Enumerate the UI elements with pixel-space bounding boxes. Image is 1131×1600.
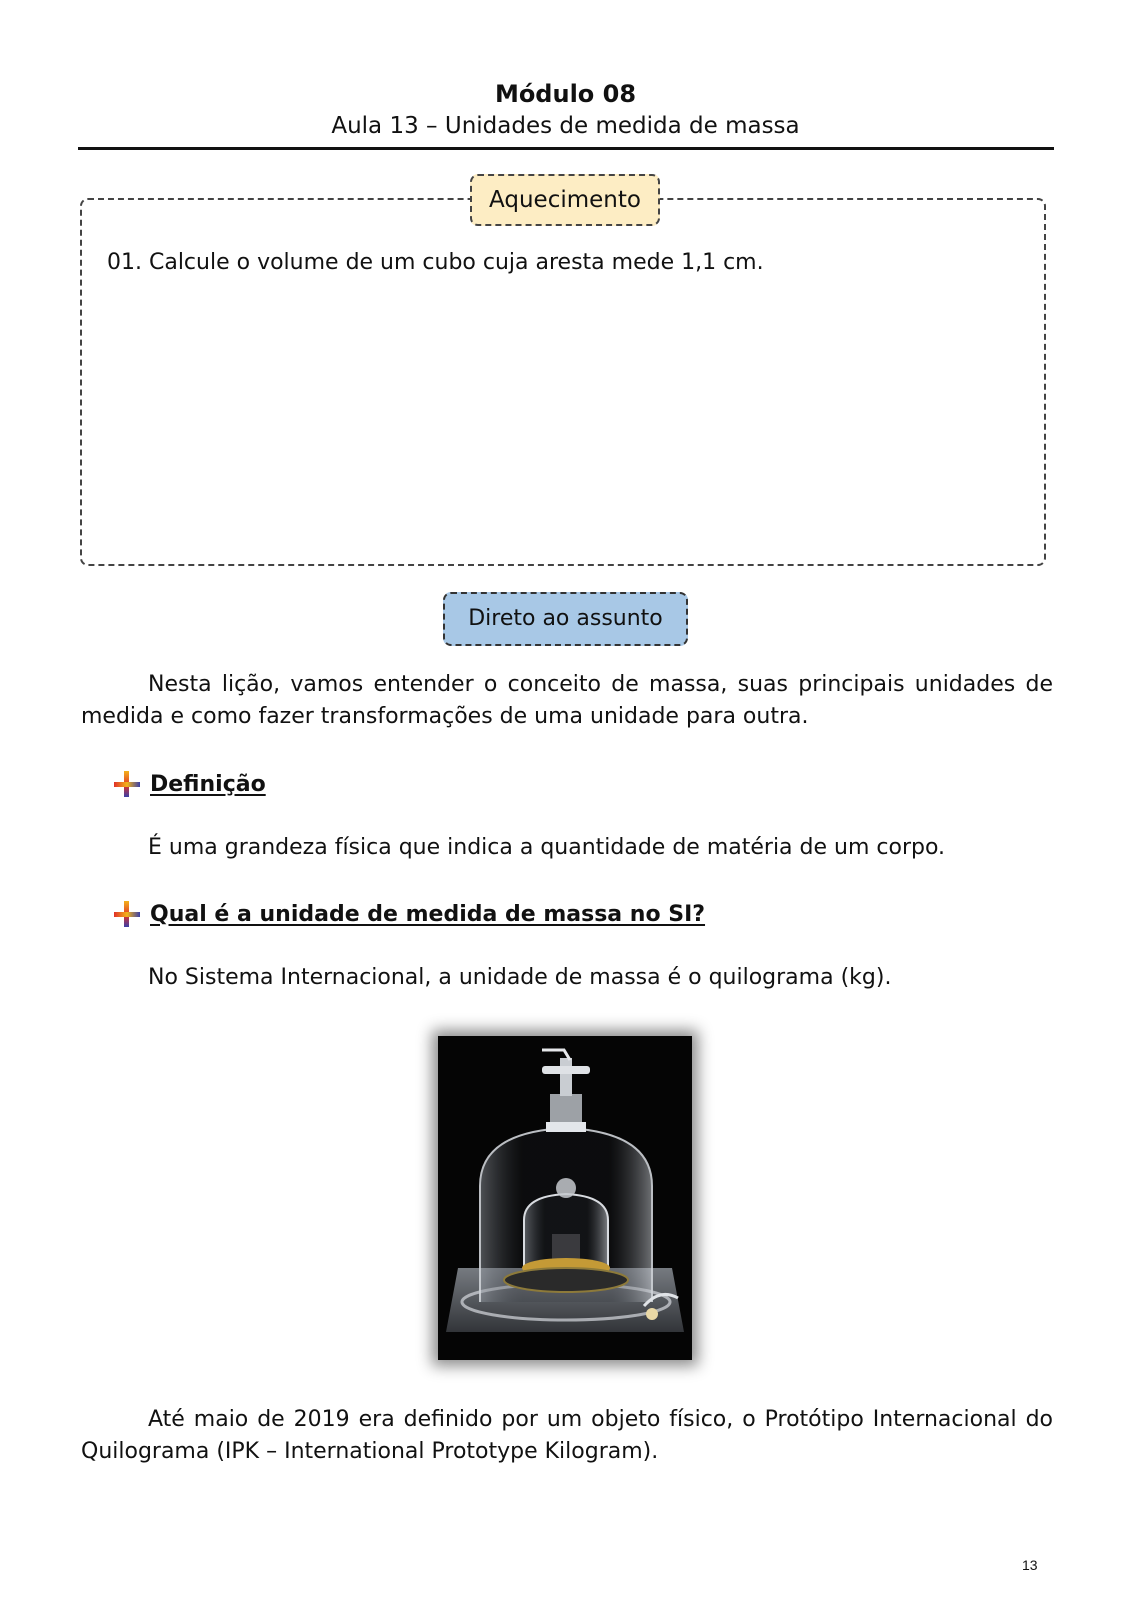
section-heading-si-unit (114, 898, 705, 930)
page-number: 13 (1022, 1557, 1038, 1573)
bell-jar-illustration (438, 1036, 692, 1360)
final-text: Até maio de 2019 era definido por um objeto físico, o Protótipo Internacional do Quilograma (IPK – International Prototype Kilogram). (81, 1407, 1053, 1464)
intro-paragraph (81, 669, 1053, 733)
definition-text: É uma grandeza física que indica a quantidade de matéria de um corpo. (148, 835, 946, 860)
direct-tag: Direto ao assunto (443, 592, 688, 646)
lesson-title: Aula 13 – Unidades de medida de massa (331, 113, 800, 139)
warmup-tag: Aquecimento (470, 174, 660, 226)
intro-text: Nesta lição, vamos entender o conceito de massa, suas principais unidades de medida e como fazer transformações de uma unidade para outra. (81, 672, 1053, 729)
header-divider (78, 147, 1054, 150)
section-title: Qual é a unidade de medida de massa no SI? (150, 901, 706, 927)
section-heading-definicao (114, 768, 266, 800)
plus-bullet-icon (114, 901, 140, 927)
si-unit-text: No Sistema Internacional, a unidade de massa é o quilograma (kg). (148, 965, 892, 990)
warmup-question: 01. Calcule o volume de um cubo cuja aresta mede 1,1 cm. (107, 250, 764, 275)
kilogram-prototype-photo (438, 1036, 692, 1360)
section-title: Definição (150, 771, 266, 797)
final-paragraph (81, 1404, 1053, 1468)
module-title: Módulo 08 (494, 80, 637, 108)
plus-bullet-icon (114, 771, 140, 797)
page-header (0, 78, 1131, 142)
